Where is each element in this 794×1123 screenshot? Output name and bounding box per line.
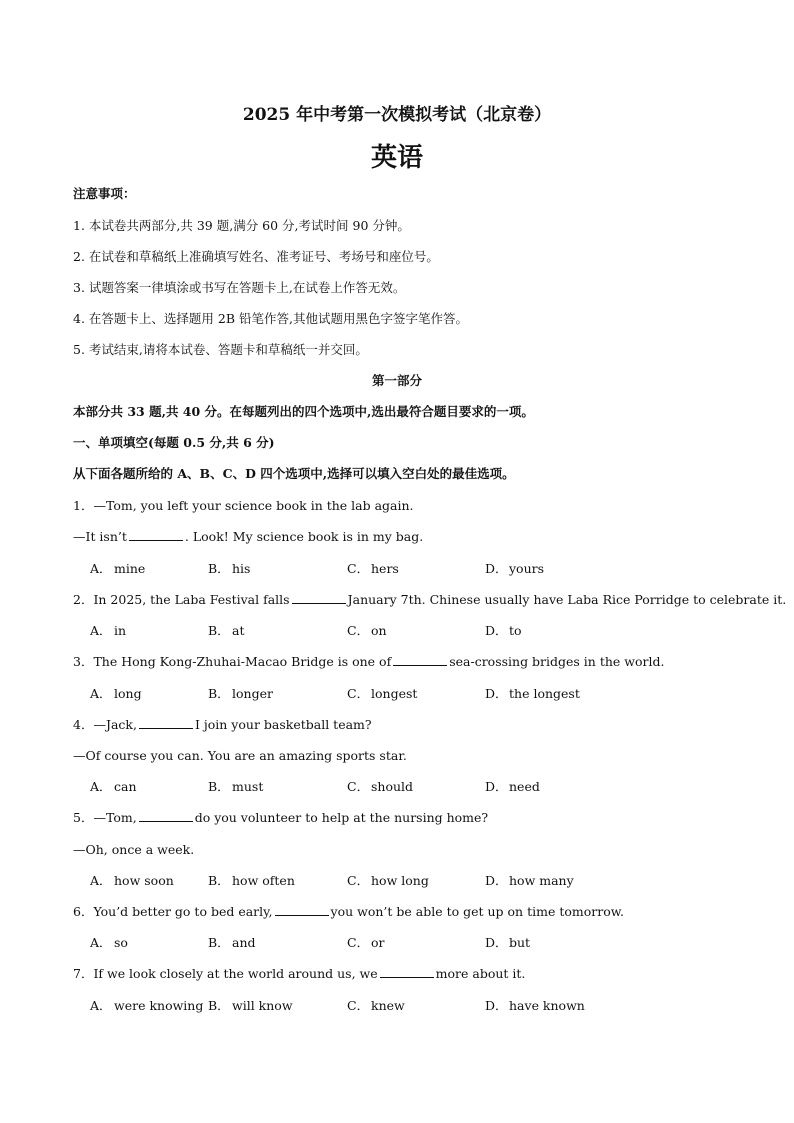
section-title: 一、单项填空(每题 0.5 分,共 6 分) [73, 435, 275, 450]
option-letter: D． [485, 623, 508, 638]
option-letter: D． [485, 686, 508, 701]
option-letter: C． [347, 686, 370, 701]
option-a[interactable] [90, 779, 137, 795]
option-a[interactable] [90, 686, 142, 702]
question-text: If we look closely at the world around us, we [93, 966, 378, 981]
subject-title: 英语 [370, 143, 423, 173]
question-7-line-1 [73, 966, 525, 982]
option-text: and [232, 935, 256, 950]
question-text: You’d better go to bed early, [93, 904, 273, 919]
option-text: how long [371, 873, 429, 888]
option-text: must [232, 779, 264, 794]
option-text: but [509, 935, 531, 950]
question-number: 5． [73, 810, 94, 825]
option-letter: D． [485, 561, 508, 576]
option-b[interactable] [208, 779, 263, 795]
question-number: 7． [73, 966, 94, 981]
question-2-line-1 [73, 592, 786, 608]
question-number: 4． [73, 717, 94, 732]
option-text: how soon [114, 873, 174, 888]
option-letter: D． [485, 935, 508, 950]
option-text: long [114, 686, 142, 701]
answer-blank [139, 717, 193, 729]
question-number: 1． [73, 498, 94, 513]
option-a[interactable] [90, 998, 203, 1014]
option-text: longest [371, 686, 418, 701]
option-b[interactable] [208, 561, 250, 577]
question-text: In 2025, the Laba Festival falls [93, 592, 290, 607]
option-c[interactable] [347, 998, 405, 1014]
option-d[interactable] [485, 935, 530, 951]
answer-blank [380, 966, 434, 978]
option-text: mine [114, 561, 146, 576]
option-b[interactable] [208, 998, 293, 1014]
option-d[interactable] [485, 686, 580, 702]
option-text: longer [232, 686, 273, 701]
answer-blank [129, 529, 183, 541]
question-text: you won’t be able to get up on time tomorrow. [330, 904, 624, 919]
answer-blank [139, 810, 193, 822]
option-letter: C． [347, 623, 370, 638]
question-number: 6． [73, 904, 94, 919]
question-text: . Look! My science book is in my bag. [184, 529, 424, 544]
option-c[interactable] [347, 779, 413, 795]
question-text: more about it. [435, 966, 526, 981]
question-1-line-1 [73, 498, 414, 514]
question-text: —Tom, [93, 810, 137, 825]
option-text: in [114, 623, 127, 638]
option-text: knew [371, 998, 405, 1013]
question-text: I join your basketball team? [194, 717, 372, 732]
answer-blank [292, 592, 346, 604]
option-c[interactable] [347, 686, 417, 702]
option-letter: C． [347, 873, 370, 888]
option-text: hers [371, 561, 399, 576]
question-text: sea-crossing bridges in the world. [449, 654, 665, 669]
part-intro: 本部分共 33 题,共 40 分。在每题列出的四个选项中,选出最符合题目要求的一项。 [73, 404, 534, 419]
answer-blank [275, 904, 329, 916]
option-b[interactable] [208, 935, 256, 951]
option-text: so [114, 935, 128, 950]
note-item-2: 2. 在试卷和草稿纸上准确填写姓名、准考证号、考场号和座位号。 [73, 249, 439, 264]
option-letter: D． [485, 779, 508, 794]
option-text: can [114, 779, 137, 794]
option-d[interactable] [485, 873, 574, 889]
question-text: —Tom, you left your science book in the lab again. [93, 498, 414, 513]
note-item-5: 5. 考试结束,请将本试卷、答题卡和草稿纸一并交回。 [73, 342, 368, 357]
option-letter: A． [90, 686, 112, 701]
option-c[interactable] [347, 561, 399, 577]
option-a[interactable] [90, 623, 126, 639]
option-text: should [371, 779, 414, 794]
note-item-3: 3. 试题答案一律填涂或书写在答题卡上,在试卷上作答无效。 [73, 280, 406, 295]
question-text: —Oh, once a week. [73, 842, 195, 857]
question-number: 2． [73, 592, 94, 607]
option-letter: B． [208, 686, 230, 701]
question-1-line-2 [73, 529, 423, 545]
option-letter: C． [347, 935, 370, 950]
option-letter: C． [347, 998, 370, 1013]
option-letter: A． [90, 561, 112, 576]
question-5-line-2 [73, 842, 194, 858]
option-letter: A． [90, 623, 112, 638]
option-d[interactable] [485, 998, 585, 1014]
option-text: to [509, 623, 522, 638]
note-item-1: 1. 本试卷共两部分,共 39 题,满分 60 分,考试时间 90 分钟。 [73, 218, 410, 233]
option-letter: A． [90, 779, 112, 794]
option-a[interactable] [90, 873, 174, 889]
option-b[interactable] [208, 873, 295, 889]
option-letter: A． [90, 935, 112, 950]
question-text: The Hong Kong-Zhuhai-Macao Bridge is one of [93, 654, 392, 669]
option-a[interactable] [90, 935, 128, 951]
option-letter: B． [208, 935, 230, 950]
option-text: how often [232, 873, 295, 888]
answer-blank [393, 654, 447, 666]
option-c[interactable] [347, 623, 387, 639]
option-b[interactable] [208, 623, 244, 639]
question-6-line-1 [73, 904, 624, 920]
option-text: on [371, 623, 387, 638]
option-letter: C． [347, 561, 370, 576]
option-letter: A． [90, 998, 112, 1013]
option-text: were knowing [114, 998, 204, 1013]
option-d[interactable] [485, 623, 522, 639]
section-instruction: 从下面各题所给的 A、B、C、D 四个选项中,选择可以填入空白处的最佳选项。 [73, 466, 515, 481]
option-letter: D． [485, 998, 508, 1013]
option-text: yours [509, 561, 545, 576]
option-b[interactable] [208, 686, 273, 702]
option-text: will know [232, 998, 293, 1013]
note-item-4: 4. 在答题卡上、选择题用 2B 铅笔作答,其他试题用黑色字签字笔作答。 [73, 311, 468, 326]
part-title: 第一部分 [371, 373, 422, 388]
option-text: the longest [509, 686, 580, 701]
option-d[interactable] [485, 561, 544, 577]
option-c[interactable] [347, 873, 429, 889]
option-letter: C． [347, 779, 370, 794]
question-text: —It isn’t [73, 529, 127, 544]
question-4-line-1 [73, 717, 372, 733]
exam-title: 2025 年中考第一次模拟考试（北京卷） [242, 105, 552, 125]
option-c[interactable] [347, 935, 385, 951]
option-text: how many [509, 873, 574, 888]
question-text: do you volunteer to help at the nursing home? [194, 810, 489, 825]
question-text: January 7th. Chinese usually have Laba Rice Porridge to celebrate it. [347, 592, 787, 607]
option-letter: B． [208, 779, 230, 794]
option-a[interactable] [90, 561, 145, 577]
option-letter: B． [208, 623, 230, 638]
option-letter: B． [208, 998, 230, 1013]
question-4-line-2 [73, 748, 407, 764]
option-letter: B． [208, 873, 230, 888]
option-text: need [509, 779, 540, 794]
option-text: at [232, 623, 245, 638]
option-letter: D． [485, 873, 508, 888]
question-text: —Jack, [93, 717, 137, 732]
question-5-line-1 [73, 810, 488, 826]
notes-heading: 注意事项： [73, 186, 136, 201]
option-text: have known [509, 998, 585, 1013]
option-d[interactable] [485, 779, 540, 795]
option-letter: A． [90, 873, 112, 888]
question-number: 3． [73, 654, 94, 669]
option-text: or [371, 935, 385, 950]
option-text: his [232, 561, 251, 576]
question-3-line-1 [73, 654, 664, 670]
question-text: —Of course you can. You are an amazing sports star. [73, 748, 407, 763]
option-letter: B． [208, 561, 230, 576]
